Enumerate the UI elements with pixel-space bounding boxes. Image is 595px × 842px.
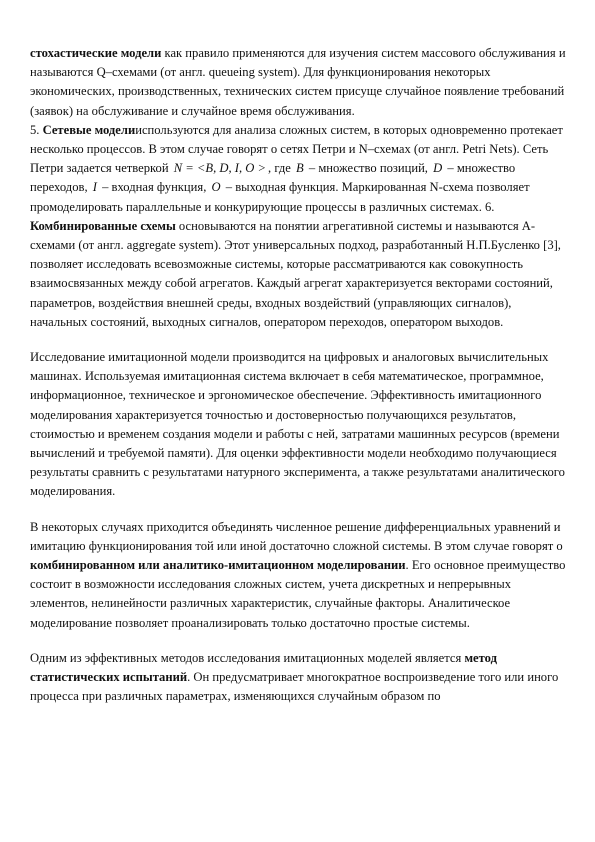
term-combined-modeling: комбинированном или аналитико-имитационном моделировании [30,558,406,573]
paragraph-statistical-tests: Одним из эффективных методов исследования имитационных моделей является метод статистических испытаний. Он предусматривает многократное воспроизведение того или иного процесса при различных параметрах, изменяющихся случайным образом по [30,650,559,704]
paragraph-network-models: стохастические модели как правило применяются для изучения систем массового обслуживания и называются Q–схемами (от англ. queueing system). Для функционирования некоторых экономических, производственных, технических систем присуще случайное появление требований (заявок) на обслуживание и случайное время обслуживания. 5. Сетевые моделииспользуются для анализа сложных систем, в которых одновременно протекает несколько процессов. В этом случае говорят о сетях Петри и N–схемах (от англ. Petri Nets). Сеть Петри задается четверкой N = <B, D, I, O > , где B – множество позиций, D – множество переходов, I – входная функция, O – выходная функция. Маркированная N-схема позволяет промоделировать параллельные и конкурирующие процессы в различных системах. 6. Комбинированные схемы основываются на понятии агрегативной системы и называются А-схемами (от англ. aggregate system). Этот универсальных подход, разработанный Н.П.Бусленко [3], позволяет исследовать всевозможные системы, которые рассматриваются как совокупность взаимосвязанных между собой агрегатов. Каждый агрегат характеризуется векторами состояний, параметров, воздействия внешней среды, входных воздействий (управляющих сигналов), начальных состояний, выходных сигналов, оператором переходов, оператором выходов. [30,46,566,329]
paragraph-combined-modeling: В некоторых случаях приходится объединять численное решение дифференциальных уравнений и имитацию функционирования той или иной достаточно сложной системы. В этом случае говорят о комбинированном или аналитико-имитационном моделировании. Его основное преимущество состоит в возможности исследования сложных систем, учета дискретных и непрерывных элементов, нелинейности различных характеристик, случайные факторы. Аналитическое моделирование позволяет проанализировать только достаточно простые системы. [30,519,566,630]
term-stochastic-models: стохастические модели [30,46,162,60]
var-o: O [211,180,221,195]
petri-net-formula: N = <B, D, I, O > [173,161,267,176]
term-combined-schemes: Комбинированные схемы [30,218,176,233]
var-b: B [296,161,304,176]
document-page [30,44,570,707]
term-statistical-tests: метод статистических испытаний [30,650,497,685]
var-i: I [92,180,97,195]
item-number-5: 5. [30,122,43,137]
var-d: D [433,161,443,176]
term-network-models: Сетевые модели [42,122,136,137]
paragraph-simulation-study: Исследование имитационной модели производится на цифровых и аналоговых вычислительных машинах. Используемая имитационная система включает в себя математическое, программное, информационное, техническое и эргономическое обеспечение. Эффективность имитационного моделирования характеризуется точностью и достоверностью получающихся результатов, стоимостью и временем создания модели и работы с ней, затратами машинных ресурсов (времени вычислений и требуемой памяти). Для оценки эффективности модели необходимо получающиеся результаты сравнить с результатами натурного эксперимента, а также результатами аналитического моделирования. [30,350,565,499]
